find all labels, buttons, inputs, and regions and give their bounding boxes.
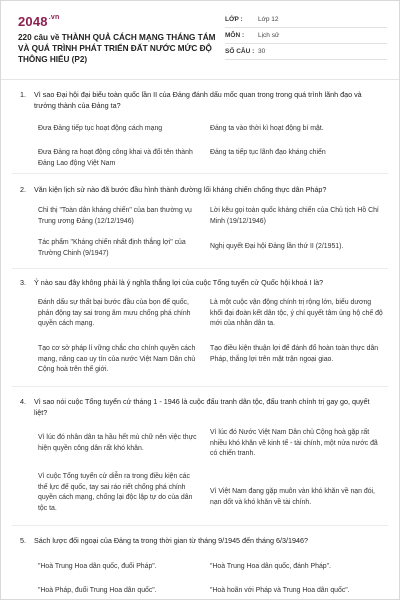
- option-d[interactable]: Tạo điều kiện thuận lợi để đánh đổ hoàn toàn thực dân Pháp, thắng lợi trên mặt trận ngoại giao.: [210, 345, 379, 363]
- option-c[interactable]: Đưa Đảng ra hoạt động công khai và đổi tên thành Đảng Lao động Việt Nam: [38, 149, 193, 167]
- question-5: [20, 535, 384, 546]
- option-a[interactable]: "Hoà Trung Hoa dân quốc, đuổi Pháp".: [38, 563, 157, 570]
- quiz-meta: [225, 12, 387, 60]
- question-4: [20, 396, 384, 418]
- question-text: Vì sao nói cuộc Tổng tuyển cử tháng 1 - 1946 là cuộc đấu tranh dân tộc, đấu tranh chính trị gay go, quyết liệt?: [34, 397, 370, 417]
- question-text: Vì sao Đại hội đại biểu toàn quốc lần II của Đảng đánh dấu mốc quan trong trong quá trình lãnh đạo và trưởng thành của Đảng ta?: [34, 90, 362, 110]
- logo-text: 2048: [18, 14, 48, 29]
- option-d[interactable]: "Hoà hoãn với Pháp và Trung Hoa dân quốc".: [210, 587, 350, 594]
- option-b[interactable]: Đảng ta vào thời kì hoạt động bí mật.: [210, 125, 324, 132]
- option-c[interactable]: Vì cuộc Tổng tuyển cử diễn ra trong điều kiện các thế lực đế quốc, tay sai ráo riết chống phá chính quyền cách mạng, chống lại độc lập tự do của dân tộc ta.: [38, 473, 193, 512]
- meta-row-subject: [225, 28, 387, 44]
- option-a[interactable]: Đưa Đảng tiếp tục hoạt động cách mạng: [38, 125, 163, 132]
- option-b[interactable]: "Hoà Trung Hoa dân quốc, đánh Pháp".: [210, 563, 331, 570]
- option-b[interactable]: Vì lúc đó Nước Việt Nam Dân chủ Cộng hoà gặp rất nhiều khó khăn về kinh tế - tài chính, một nửa nước đã có chiến tranh.: [210, 429, 378, 457]
- meta-value: 30: [258, 48, 266, 55]
- meta-row-count: [225, 44, 387, 60]
- page-title: 220 câu về THÀNH QUẢ CÁCH MẠNG THÁNG TÁM VÀ QUÁ TRÌNH PHÁT TRIỂN ĐẤT NƯỚC MỨC ĐỘ THÔNG HIỂU (P2): [18, 33, 216, 64]
- question-3: [20, 277, 384, 288]
- logo-suffix: .vn: [48, 14, 60, 21]
- question-divider: [12, 386, 388, 387]
- question-number: 2.: [20, 185, 26, 194]
- question-text: Ý nào sau đây không phải là ý nghĩa thắng lợi của cuộc Tổng tuyển cử Quốc hội khoá I là?: [34, 278, 324, 287]
- question-2: [20, 184, 384, 195]
- option-a[interactable]: Vì lúc đó nhân dân ta hầu hết mù chữ nên việc thực hiện quyền công dân rất khó khăn.: [38, 434, 197, 452]
- option-d[interactable]: Nghị quyết Đại hội Đảng lần thứ II (2/1951).: [210, 243, 344, 250]
- option-b[interactable]: Là một cuộc vận động chính trị rộng lớn, biểu dương khối đại đoàn kết dân tộc, ý chí quyết tâm ủng hộ chế độ mới của nhân dân ta.: [210, 299, 383, 327]
- option-d[interactable]: Đảng ta tiếp tục lãnh đạo kháng chiến: [210, 149, 326, 156]
- question-number: 3.: [20, 278, 26, 287]
- meta-value: Lớp 12: [258, 16, 279, 23]
- question-number: 1.: [20, 90, 26, 99]
- option-a[interactable]: Chỉ thị "Toàn dân kháng chiến" của ban thường vụ Trung ương Đảng (12/12/1946): [38, 207, 192, 225]
- meta-label: LỚP :: [225, 16, 243, 23]
- option-c[interactable]: Tác phẩm "Kháng chiến nhất định thắng lợi" của Trường Chinh (9/1947): [38, 239, 186, 257]
- question-text: Sách lược đối ngoại của Đảng ta trong thời gian từ tháng 9/1945 đến tháng 6/3/1946?: [34, 536, 309, 545]
- site-logo[interactable]: [18, 14, 59, 29]
- meta-label: MÔN :: [225, 32, 245, 39]
- option-c[interactable]: Tạo cơ sở pháp lí vững chắc cho chính quyền cách mạng, nâng cao uy tín của nước Việt Nam Dân chủ Cộng hoà trên thế giới.: [38, 345, 196, 373]
- question-divider: [12, 173, 388, 174]
- question-text: Văn kiện lịch sử nào đã bước đầu hình thành đường lối kháng chiến chống thực dân Pháp?: [34, 185, 327, 194]
- question-divider: [12, 268, 388, 269]
- meta-label: SỐ CÂU :: [225, 48, 255, 55]
- meta-row-class: [225, 12, 387, 28]
- question-divider: [12, 525, 388, 526]
- option-d[interactable]: Vì Việt Nam đang gặp muôn vàn khó khăn về nạn đói, nạn dốt và khó khăn về tài chính.: [210, 488, 375, 506]
- meta-value: Lịch sử: [258, 32, 280, 39]
- option-b[interactable]: Lời kêu gọi toàn quốc kháng chiến của Chủ tịch Hồ Chí Minh (19/12/1946): [210, 207, 379, 225]
- option-c[interactable]: "Hoà Pháp, đuổi Trung Hoa dân quốc".: [38, 587, 157, 594]
- option-a[interactable]: Đánh dấu sự thất bại bước đầu của bọn đế quốc, phản động tay sai trong âm mưu chống phá chính quyền cách mạng.: [38, 299, 191, 327]
- question-1: [20, 89, 384, 111]
- page-header: [1, 1, 399, 76]
- question-number: 4.: [20, 397, 26, 406]
- question-number: 5.: [20, 536, 26, 545]
- header-divider: [1, 79, 399, 80]
